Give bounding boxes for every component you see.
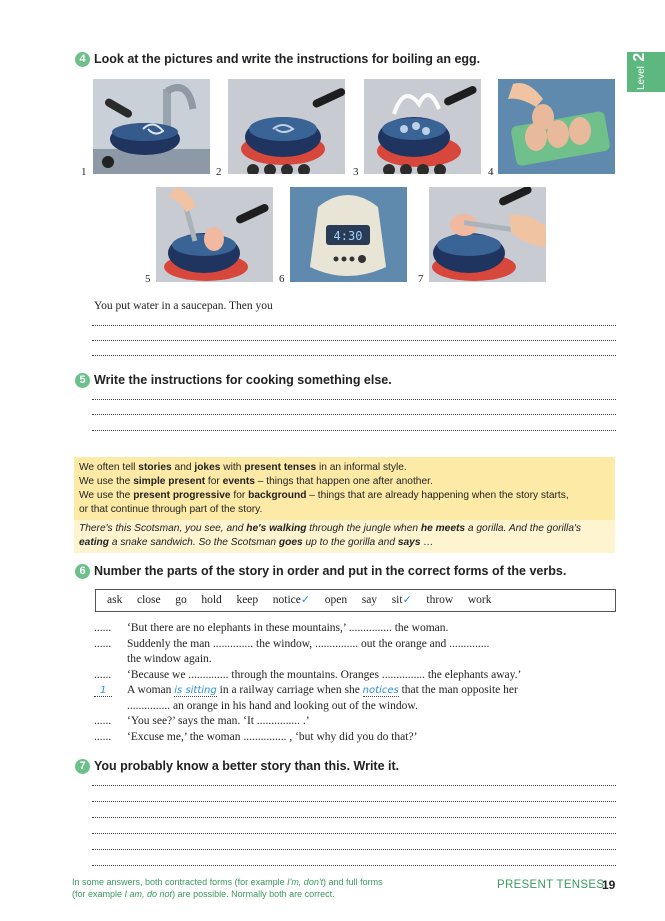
picture-1 <box>93 79 210 174</box>
verb-work: work <box>467 594 492 606</box>
story-line: ‘Because we .............. through the mountains. Oranges ............... the elephants away.’ <box>127 669 522 681</box>
writing-line[interactable] <box>92 355 616 356</box>
info-line-1: We often tell stories and jokes with present tenses in an informal style. <box>79 462 407 473</box>
picture-7-number: 7 <box>418 273 424 285</box>
info-line-2: We use the simple present for events – things that happen one after another. <box>79 476 433 487</box>
writing-line[interactable] <box>92 340 616 341</box>
writing-line[interactable] <box>92 801 616 802</box>
verb-sit: sit <box>391 594 403 606</box>
picture-7 <box>429 187 546 282</box>
picture-5-number: 5 <box>145 273 151 285</box>
section-7-number: 7 <box>75 759 90 774</box>
timer-display: 4:30 <box>333 229 363 243</box>
section-5-title: Write the instructions for cooking something else. <box>94 373 392 387</box>
info-line-3: We use the present progressive for background – things that are already happening when the story starts, <box>79 490 569 501</box>
writing-line[interactable] <box>92 399 616 400</box>
story-line-number[interactable]: ...... <box>94 622 112 634</box>
writing-line[interactable] <box>92 865 616 866</box>
answer-notices[interactable]: notices <box>362 685 399 696</box>
verb-throw: throw <box>426 594 454 606</box>
story-line: ‘You see?’ says the man. ‘It ............... .’ <box>127 715 310 727</box>
picture-4 <box>498 79 615 174</box>
section-4-number: 4 <box>75 52 90 67</box>
picture-4-number: 4 <box>488 166 494 178</box>
page-number: 19 <box>602 878 616 892</box>
level-tab-text <box>631 53 649 90</box>
story-line-number[interactable]: ...... <box>94 669 112 681</box>
picture-1-number: 1 <box>81 166 87 178</box>
footer-note: In some answers, both contracted forms (for example I'm, don't) and full forms (for example I am, do not) are possible. Normally both are correct. <box>72 877 383 899</box>
story-line: ‘But there are no elephants in these mountains,’ ............... the woman. <box>127 622 449 634</box>
writing-line[interactable] <box>92 849 616 850</box>
picture-3 <box>364 79 481 174</box>
writing-line[interactable] <box>92 325 616 326</box>
check-icon: ✓ <box>300 593 311 606</box>
story-line: Suddenly the man .............. the window, ............... out the orange and .............. <box>127 638 490 650</box>
example-line-2: eating a snake sandwich. So the Scotsman goes up to the gorilla and says … <box>79 537 434 548</box>
section-4-prompt: You put water in a saucepan. Then you <box>94 300 273 312</box>
verb-open: open <box>324 594 348 606</box>
info-line-4: or that continue through part of the story. <box>79 504 263 515</box>
story-line-number[interactable]: ...... <box>94 731 112 743</box>
story-line: ‘Excuse me,’ the woman ............... , ‘but why did you do that?’ <box>127 731 418 743</box>
writing-line[interactable] <box>92 785 616 786</box>
verb-say: say <box>361 594 378 606</box>
section-6-title: Number the parts of the story in order and put in the correct forms of the verbs. <box>94 564 567 578</box>
story-line: A woman is sitting in a railway carriage when she notices that the man opposite her <box>127 684 518 696</box>
section-4-title: Look at the pictures and write the instructions for boiling an egg. <box>94 52 481 66</box>
example-line-1: There's this Scotsman, you see, and he's walking through the jungle when he meets a gorilla. And the gorilla's <box>79 523 582 534</box>
section-5-number: 5 <box>75 373 90 388</box>
writing-line[interactable] <box>92 817 616 818</box>
verb-close: close <box>136 594 161 606</box>
picture-2 <box>228 79 345 174</box>
level-number: 2 <box>631 52 648 62</box>
verb-list <box>107 593 492 606</box>
verb-notice: notice <box>272 594 301 606</box>
verb-box <box>95 589 616 612</box>
story-line-number-answered[interactable]: 1 <box>94 684 112 696</box>
verb-keep: keep <box>236 594 259 606</box>
writing-line[interactable] <box>92 430 616 431</box>
picture-2-number: 2 <box>216 166 222 178</box>
story-line: the window again. <box>127 653 212 665</box>
verb-go: go <box>175 594 187 606</box>
picture-6-number: 6 <box>279 273 285 285</box>
story-line: ............... an orange in his hand and looking out of the window. <box>127 700 418 712</box>
picture-6 <box>290 187 407 282</box>
writing-line[interactable] <box>92 833 616 834</box>
section-6-number: 6 <box>75 564 90 579</box>
verb-ask: ask <box>107 594 123 606</box>
answer-is-sitting[interactable]: is sitting <box>174 685 217 696</box>
story-line-number[interactable]: ...... <box>94 638 112 650</box>
grammar-info-box <box>74 457 615 553</box>
picture-3-number: 3 <box>353 166 359 178</box>
story-line-number[interactable]: ...... <box>94 715 112 727</box>
picture-5 <box>156 187 273 282</box>
writing-line[interactable] <box>92 414 616 415</box>
footer-title: PRESENT TENSES <box>497 879 605 891</box>
verb-hold: hold <box>201 594 222 606</box>
section-7-title: You probably know a better story than this. Write it. <box>94 759 400 773</box>
check-icon: ✓ <box>402 593 412 606</box>
level-label: Level <box>636 66 647 90</box>
